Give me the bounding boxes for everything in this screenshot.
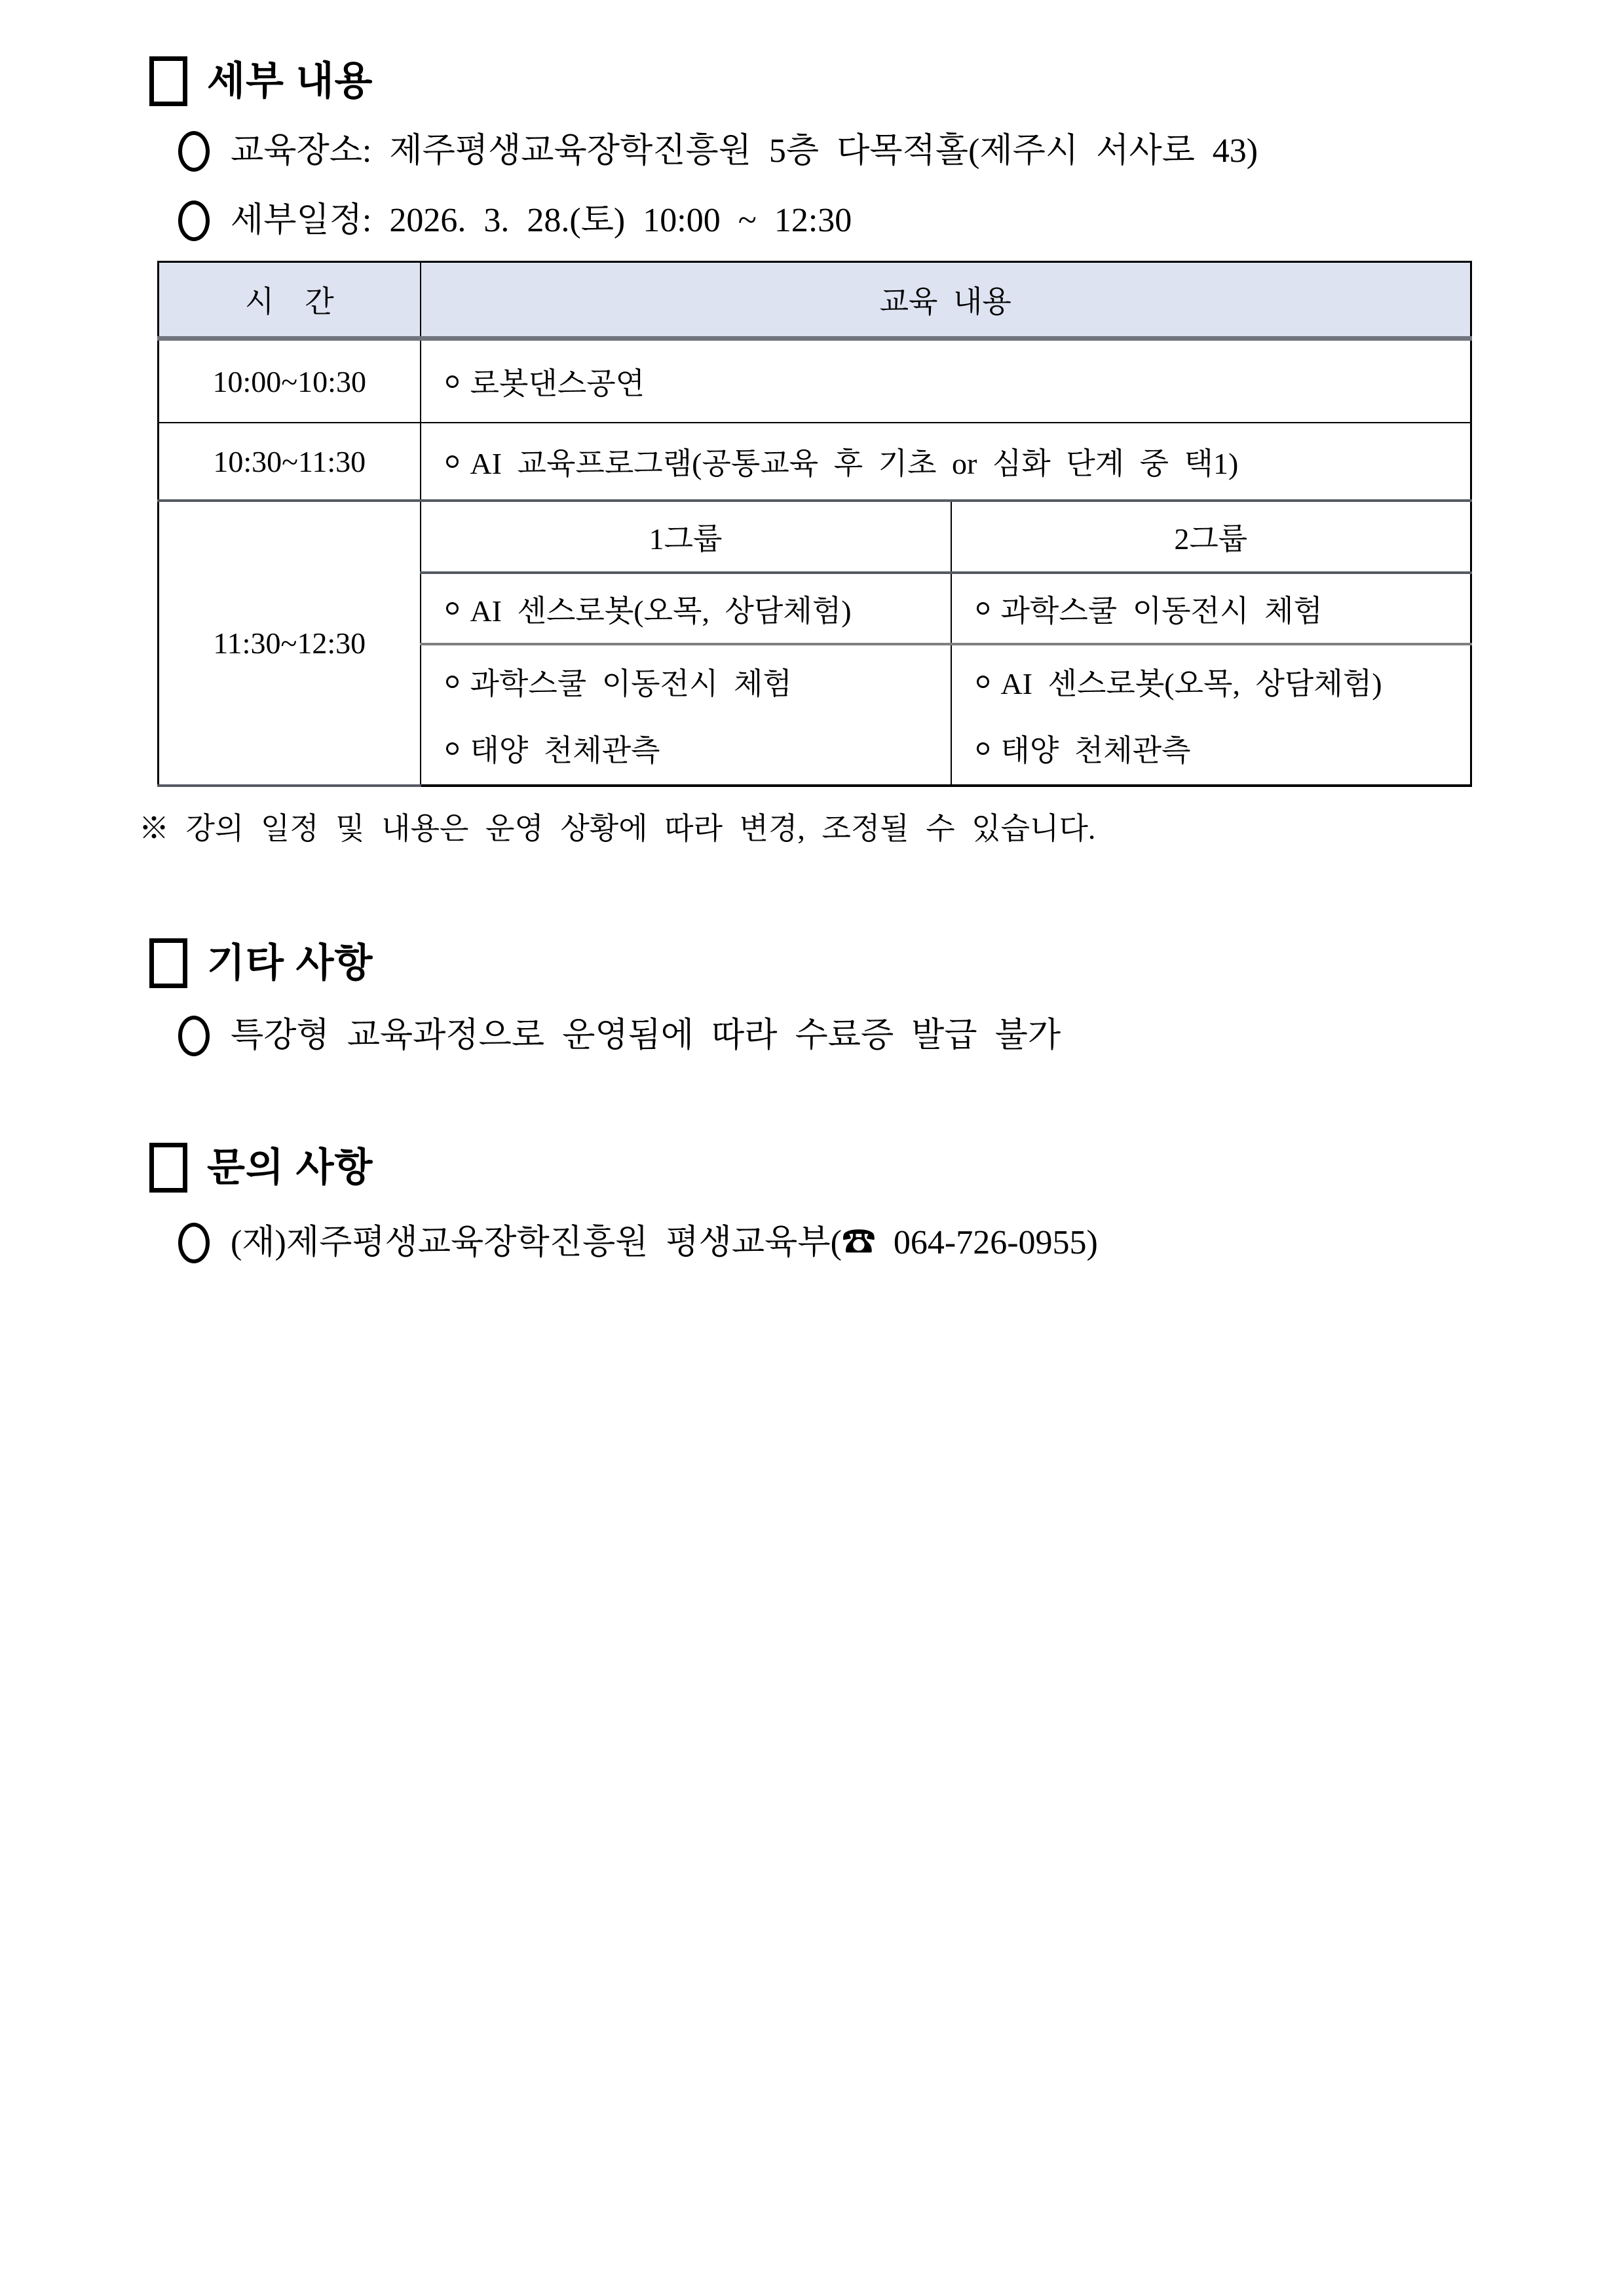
detail-location-text: 교육장소: 제주평생교육장학진흥원 5층 다목적홀(제주시 서사로 43) — [231, 132, 1258, 170]
group-header-row — [159, 501, 1471, 573]
content-text: AI 센스로봇(오목, 상담체험) — [470, 594, 852, 628]
table-header-row — [159, 262, 1471, 339]
square-bullet-icon — [149, 1143, 187, 1193]
etc-item-line — [178, 1016, 1624, 1056]
content-cell — [951, 573, 1471, 644]
time-cell: 10:30~11:30 — [159, 423, 421, 501]
item-dot-icon — [446, 742, 459, 755]
content-text: AI 센스로봇(오목, 상담체험) — [1000, 667, 1382, 700]
content-cell — [421, 644, 951, 786]
section-title-contact-text: 문의 사항 — [207, 1145, 373, 1190]
header-cell-time: 시 간 — [159, 262, 421, 339]
item-dot-icon — [446, 375, 459, 388]
content-cell — [951, 644, 1471, 786]
group2-header-cell: 2그룹 — [951, 501, 1471, 573]
item-dot-icon — [446, 602, 459, 615]
schedule-table — [157, 261, 1472, 787]
group1-header-cell: 1그룹 — [421, 501, 951, 573]
table-row — [159, 339, 1471, 423]
item-dot-icon — [977, 676, 989, 688]
etc-item-text: 특강형 교육과정으로 운영됨에 따라 수료증 발급 불가 — [231, 1017, 1061, 1055]
time-cell: 10:00~10:30 — [159, 339, 421, 423]
content-text: AI 교육프로그램(공통교육 후 기초 or 심화 단계 중 택1) — [470, 447, 1239, 480]
section-title-detail-text: 세부 내용 — [207, 59, 373, 103]
section-title-etc — [149, 938, 1624, 988]
item-dot-icon — [446, 676, 459, 688]
schedule-table-wrapper — [157, 261, 1624, 787]
item-dot-icon — [977, 742, 989, 755]
table-row — [159, 423, 1471, 501]
time-cell-merged: 11:30~12:30 — [159, 501, 421, 786]
square-bullet-icon — [149, 938, 187, 988]
square-bullet-icon — [149, 56, 187, 106]
content-cell — [421, 423, 1471, 501]
header-cell-content: 교육 내용 — [421, 262, 1471, 339]
circle-bullet-icon — [178, 131, 210, 172]
contact-item-text: (재)제주평생교육장학진흥원 평생교육부(☎ 064-726-0955) — [231, 1224, 1098, 1262]
schedule-change-note: ※ 강의 일정 및 내용은 운영 상황에 따라 변경, 조정될 수 있습니다. — [139, 812, 1096, 845]
content-cell — [421, 573, 951, 644]
circle-bullet-icon — [178, 1223, 210, 1263]
content-text: 과학스쿨 이동전시 체험 — [470, 667, 792, 700]
contact-item-line — [178, 1223, 1624, 1263]
detail-schedule-line — [178, 201, 1624, 241]
content-text: 태양 천체관측 — [1000, 734, 1191, 767]
item-dot-icon — [977, 602, 989, 615]
content-cell — [421, 339, 1471, 423]
content-text: 과학스쿨 이동전시 체험 — [1000, 594, 1323, 628]
item-dot-icon — [446, 455, 459, 468]
content-text: 태양 천체관측 — [470, 734, 660, 767]
circle-bullet-icon — [178, 1016, 210, 1056]
section-title-detail — [149, 56, 1624, 106]
section-title-contact — [149, 1143, 1624, 1193]
content-text: 로봇댄스공연 — [470, 367, 645, 400]
circle-bullet-icon — [178, 201, 210, 241]
detail-schedule-text: 세부일정: 2026. 3. 28.(토) 10:00 ~ 12:30 — [231, 202, 852, 239]
detail-location-line — [178, 131, 1624, 172]
section-title-etc-text: 기타 사항 — [207, 941, 373, 985]
